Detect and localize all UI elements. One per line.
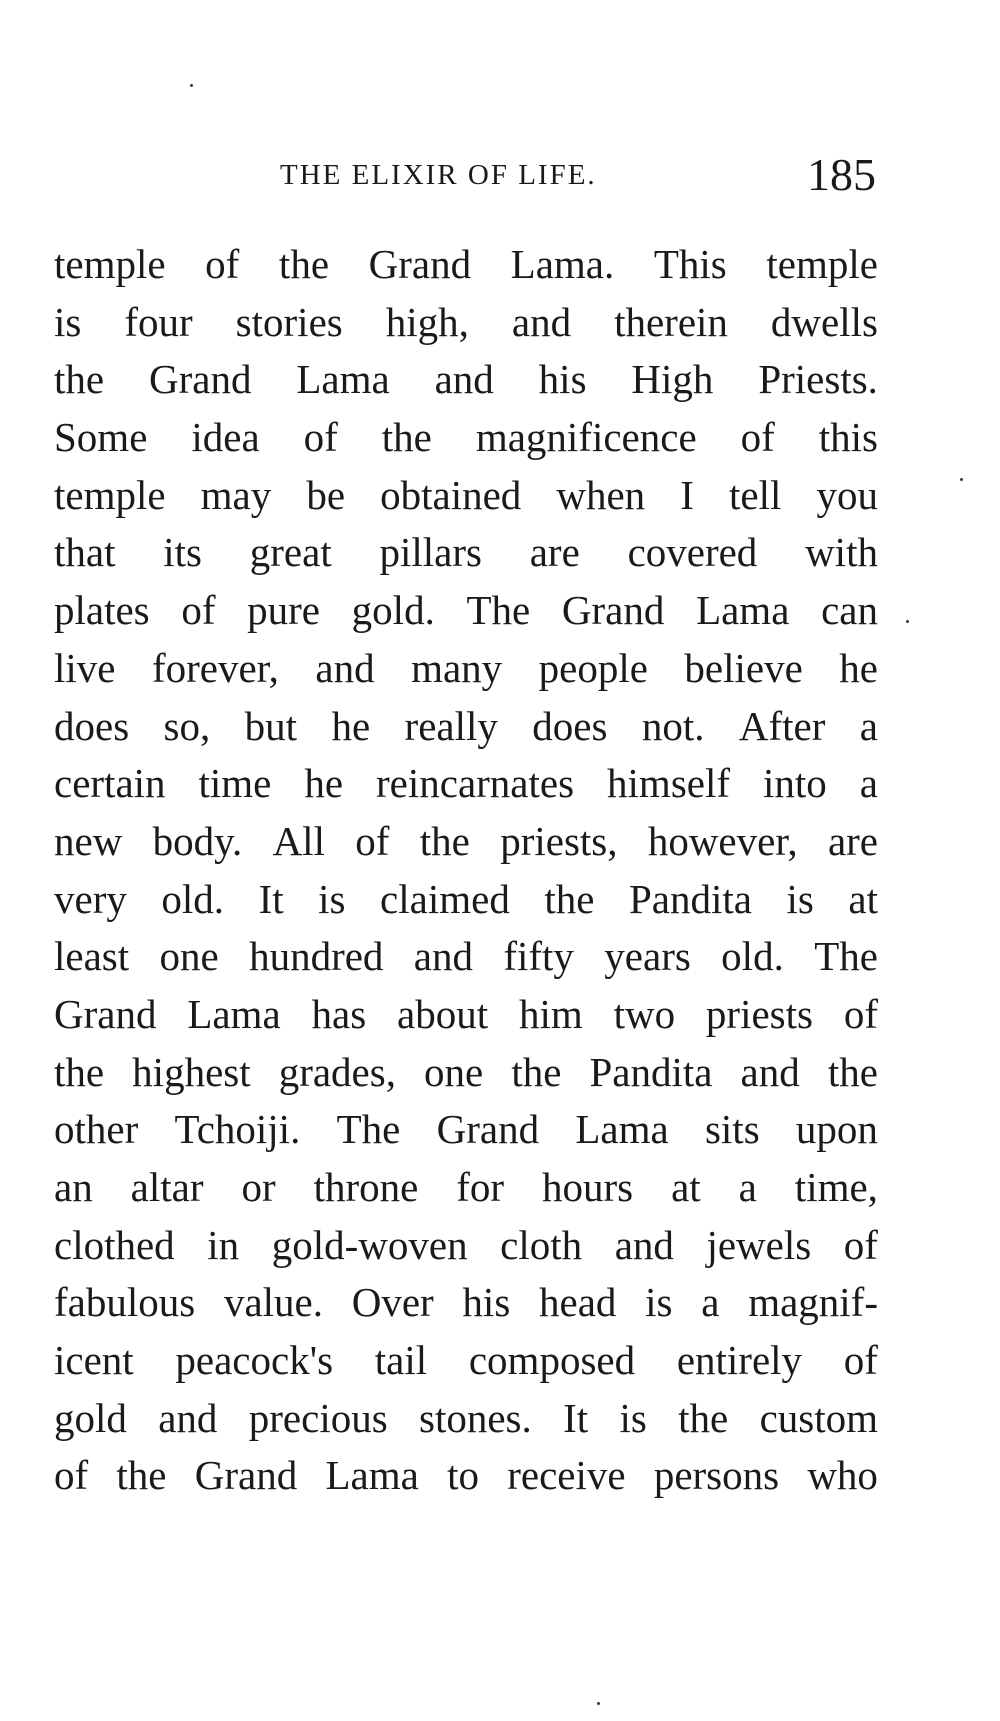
text-line: is four stories high, and therein dwells: [54, 298, 878, 345]
text-line: the highest grades, one the Pandita and the: [54, 1048, 878, 1095]
text-line: the Grand Lama and his High Priests.: [54, 356, 878, 403]
print-speck: [960, 478, 963, 481]
text-line: new body. All of the priests, however, are: [54, 817, 878, 864]
text-line: icent peacock's tail composed entirely of: [54, 1337, 878, 1384]
text-line: fabulous value. Over his head is a magnif-: [54, 1279, 878, 1326]
text-line: Grand Lama has about him two priests of: [54, 990, 878, 1037]
text-line: other Tchoiji. The Grand Lama sits upon: [54, 1106, 878, 1153]
body-text: [54, 236, 878, 1505]
text-line: of the Grand Lama to receive persons who: [54, 1452, 878, 1499]
print-speck: [906, 620, 909, 623]
running-title: THE ELIXIR OF LIFE.: [280, 159, 597, 191]
text-line: an altar or throne for hours at a time,: [54, 1164, 878, 1210]
text-line: does so, but he really does not. After a: [54, 702, 878, 749]
print-speck: [597, 1702, 600, 1705]
text-line: Some idea of the magnificence of this: [54, 414, 878, 461]
text-line: temple may be obtained when I tell you: [54, 471, 878, 518]
text-line: very old. It is claimed the Pandita is at: [54, 875, 878, 922]
print-speck: [190, 84, 193, 87]
text-line: live forever, and many people believe he: [54, 644, 878, 691]
text-line: temple of the Grand Lama. This temple: [54, 241, 878, 287]
page-number: 185: [807, 149, 876, 200]
text-line: least one hundred and fifty years old. The: [54, 933, 878, 980]
text-line: clothed in gold-woven cloth and jewels of: [54, 1221, 878, 1268]
text-line: plates of pure gold. The Grand Lama can: [54, 587, 878, 634]
text-line: gold and precious stones. It is the custom: [54, 1394, 878, 1441]
text-line: that its great pillars are covered with: [54, 529, 878, 576]
text-line: certain time he reincarnates himself into a: [54, 760, 878, 807]
